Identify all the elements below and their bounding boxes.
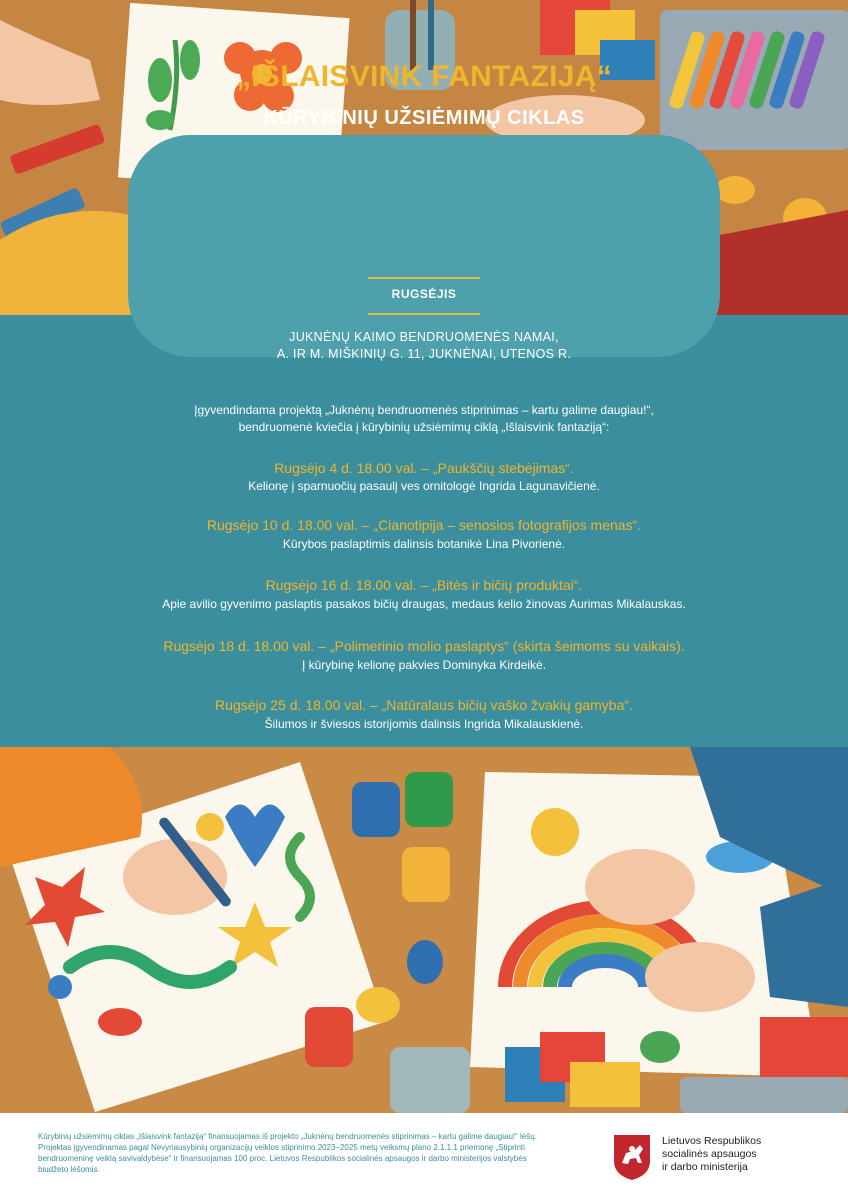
divider-bottom (368, 313, 480, 315)
ministry-line-2: socialinės apsaugos (662, 1148, 757, 1160)
title-card (128, 135, 720, 357)
ministry-name (662, 1135, 761, 1174)
poster-title: „IŠLAISVINK FANTAZIJĄ“ (235, 60, 613, 93)
ministry-line-3: ir darbo ministerija (662, 1161, 748, 1173)
event-description: Kūrybos paslaptimis dalinsis botanikė Lina Pivorienė. (282, 537, 566, 551)
event-description: Kelionę į sparnuočių pasaulį ves ornitologė Ingrida Lagunavičienė. (248, 479, 600, 493)
event-description: Šilumos ir šviesos istorijomis dalinsis Ingrida Mikalauskienė. (264, 717, 584, 731)
intro-line-2: bendruomenė kviečia į kūrybinių užsiėmimų ciklą „Išlaisvink fantaziją“: (238, 420, 610, 434)
vytis-crest-icon (612, 1133, 652, 1181)
event-title: Rugsėjo 10 d. 18.00 val. – „Cianotipija – senosios fotografijos menas“. (206, 517, 642, 533)
event-title: Rugsėjo 4 d. 18.00 val. – „Paukščių stebėjimas“. (274, 460, 574, 476)
bottom-illustration (0, 747, 848, 1113)
event-description: Apie avilio gyvenimo paslaptis pasakos bičių draugas, medaus kelio žinovas Aurimas Mikalauskas. (162, 597, 686, 611)
event-description: Į kūrybinę kelionę pakvies Dominyka Kirdeikė. (301, 658, 547, 672)
event-title: Rugsėjo 18 d. 18.00 val. – „Polimerinio molio paslaptys“ (skirta šeimoms su vaikais). (163, 638, 685, 654)
divider-top (368, 277, 480, 279)
intro-line-1: Įgyvendindama projektą „Juknėnų bendruomenės stiprinimas – kartu galime daugiau!“, (194, 403, 654, 417)
venue-line-1: JUKNĖNŲ KAIMO BENDRUOMENĖS NAMAI, (289, 330, 559, 344)
month-label: RUGSĖJIS (391, 287, 457, 301)
funding-notice: Kūrybinių užsiėmimų ciklas „Išlaisvink fantaziją“ finansuojamas iš projekto „Juknėnų bendruomenės stiprinimas – kartu galime daugiau!“ lėšų. Projektas įgyvendinamas pagal Nevyriausybinių organizacijų veiklos stiprinimo 2023–2025 metų veiksmų plano 2.1.1.1 priemonę „Stiprinti bendruomeninę veiklą savivaldybėse“ ir finansuojamas 100 proc. Lietuvos Respublikos socialinės apsaugos ir darbo ministerijos valstybės biudžeto lėšomis. (38, 1132, 537, 1174)
ministry-line-1: Lietuvos Respublikos (662, 1135, 762, 1147)
event-title: Rugsėjo 16 d. 18.00 val. – „Bitės ir bičių produktai“. (265, 577, 583, 593)
footer (0, 1113, 848, 1200)
event-title: Rugsėjo 25 d. 18.00 val. – „Natūralaus bičių vaško žvakių gamyba“. (215, 697, 633, 713)
venue-line-2: A. IR M. MIŠKINIŲ G. 11, JUKNĖNAI, UTENOS R. (276, 347, 572, 361)
poster-subtitle: KŪRYBINIŲ UŽSIĖMIMŲ CIKLAS (263, 107, 585, 129)
